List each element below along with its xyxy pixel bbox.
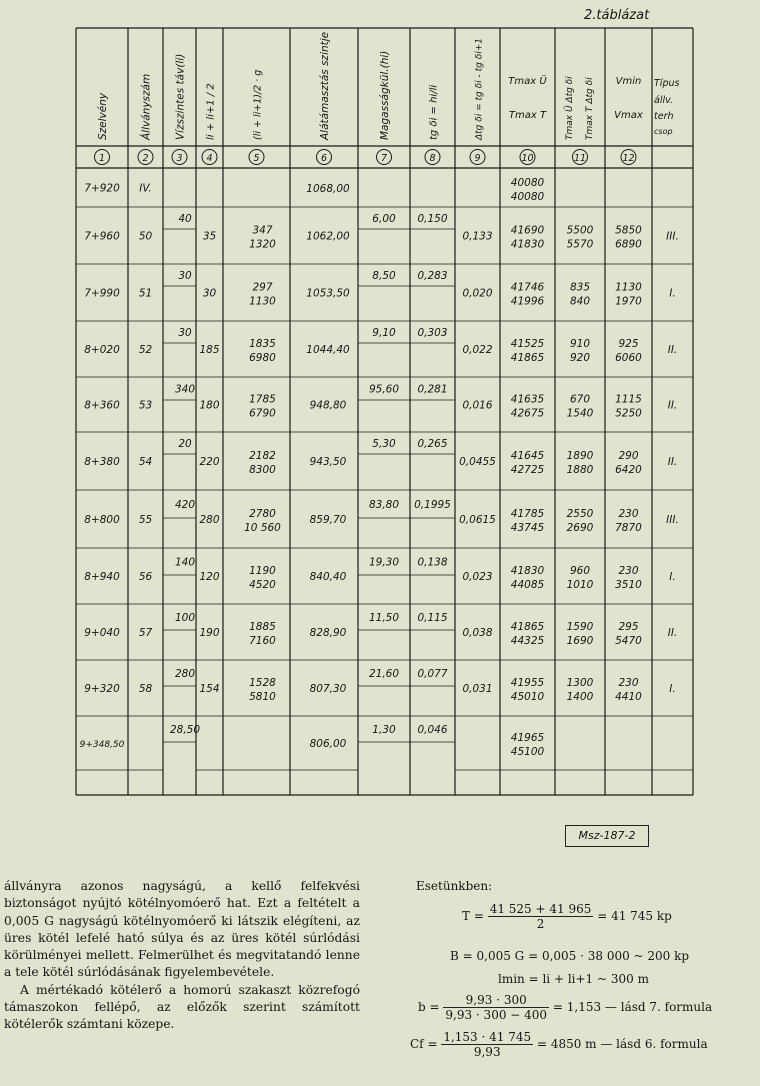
station-3-c11a: 910 [569, 338, 591, 350]
header-col-8: tg δi = hi/li [428, 84, 440, 140]
span-8-c3: 280 [174, 668, 196, 680]
station-1-allvany: 50 [138, 230, 153, 243]
header-col-12-bottom: Vmax [614, 110, 643, 121]
station-1-c5b: 1320 [249, 238, 276, 251]
station-4-c10b: 42675 [510, 407, 545, 420]
station-4-c5a: 1785 [249, 393, 276, 406]
span-5-c7: 83,80 [368, 499, 400, 511]
station-0-c10b: 40080 [510, 191, 545, 203]
span-5-c3: 420 [174, 499, 196, 511]
span-9-c7: 1,30 [372, 724, 396, 736]
station-3-allvany: 52 [138, 344, 153, 356]
span-4-c8: 0,265 [417, 438, 448, 450]
station-2-c10a: 41746 [510, 281, 545, 294]
formula-cf-numerator: 1,153 · 41 745 [443, 1030, 532, 1044]
span-9-c3: 28,50 [169, 724, 201, 736]
station-7-c12a: 230 [618, 565, 639, 577]
span-2-c3: 30 [178, 327, 192, 339]
station-5-c4: 220 [199, 456, 220, 468]
station-6-c10a: 41785 [510, 508, 545, 520]
header-col-11-a: Tmax Ü Δtg δi [565, 76, 575, 140]
station-9-c11a: 1300 [566, 677, 594, 689]
station-7-c12b: 3510 [615, 579, 642, 591]
station-8-c5a: 1885 [249, 621, 276, 633]
station-10-c6: 806,00 [309, 738, 347, 750]
station-8-c12a: 295 [618, 621, 639, 633]
station-2-c11a: 835 [569, 281, 591, 294]
header-col-13-l2: állv. [654, 95, 673, 106]
station-2-c6: 1053,50 [306, 287, 350, 300]
station-0-szelveny: 7+920 [84, 182, 120, 195]
header-col-7: Magasságkül.(hi) [379, 50, 391, 140]
station-4-c11b: 1540 [566, 407, 594, 420]
station-8-c10b: 44325 [510, 635, 545, 647]
station-8-c9: 0,038 [462, 627, 493, 639]
station-2-allvany: 51 [138, 287, 153, 300]
col-number-9: 9 [474, 152, 481, 164]
span-4-c7: 5,30 [372, 438, 396, 450]
station-5-allvany: 54 [138, 456, 153, 468]
station-7-c5a: 1190 [249, 565, 276, 577]
station-8-c11a: 1590 [566, 621, 594, 633]
station-8-c12b: 5470 [615, 635, 642, 647]
formula-lmin: lmin = li + li+1 ~ 300 m [498, 972, 649, 986]
station-2-c11b: 840 [569, 295, 591, 308]
station-0-c10a: 40080 [510, 177, 545, 189]
formula-b-rhs: = 1,153 — lásd 7. formula [552, 1000, 713, 1014]
station-6-c10b: 43745 [510, 522, 545, 534]
station-1-c9: 0,133 [462, 230, 493, 243]
span-7-c3: 100 [174, 612, 196, 624]
col-number-11: 11 [573, 152, 587, 164]
station-7-c5b: 4520 [249, 579, 276, 591]
station-5-c12b: 6420 [615, 464, 642, 476]
station-2-c9: 0,020 [462, 287, 493, 300]
header-col-2: Állványszám [140, 73, 153, 140]
station-1-c4: 35 [202, 230, 217, 243]
col-number-6: 6 [320, 152, 328, 164]
station-6-c11a: 2550 [566, 508, 594, 520]
header-col-13-l3: terh [654, 111, 674, 122]
station-7-allvany: 56 [138, 571, 153, 583]
formula-b-denominator: 9,93 · 300 − 400 [445, 1008, 548, 1022]
span-3-c7: 95,60 [368, 383, 400, 396]
station-4-c9: 0,016 [462, 399, 493, 412]
station-5-c5b: 8300 [249, 464, 276, 476]
span-3-c3: 340 [174, 383, 196, 396]
formula-cf-lhs: Cf = [410, 1037, 438, 1051]
formula-t-denominator: 2 [536, 917, 545, 931]
station-3-c5b: 6980 [249, 352, 276, 364]
station-6-c5b: 10 560 [244, 522, 281, 534]
station-3-c10b: 41865 [510, 352, 545, 364]
station-8-szelveny: 9+040 [84, 627, 120, 639]
header-col-6: Alátámasztás szintje [319, 31, 331, 140]
span-8-c8: 0,077 [417, 668, 448, 680]
col-number-1: 1 [98, 152, 106, 164]
station-6-allvany: 55 [138, 514, 153, 526]
station-8-c6: 828,90 [309, 627, 347, 639]
station-1-c10b: 41830 [510, 238, 545, 251]
station-4-c13: II. [667, 399, 678, 412]
span-9-c8: 0,046 [417, 724, 448, 736]
station-1-c11a: 5500 [566, 224, 594, 237]
col-number-2: 2 [142, 152, 149, 164]
span-6-c8: 0,138 [417, 556, 448, 569]
station-4-c4: 180 [199, 399, 220, 412]
header-col-1: Szelvény [97, 92, 109, 140]
station-4-c12a: 1115 [615, 393, 642, 406]
formula-b-force: B = 0,005 G = 0,005 · 38 000 ~ 200 kp [450, 949, 690, 963]
station-3-c6: 1044,40 [306, 344, 350, 356]
formula-t-lhs: T = [462, 909, 484, 923]
station-3-c13: II. [667, 344, 678, 356]
station-9-c12b: 4410 [615, 691, 642, 703]
formula-cf [410, 1030, 708, 1059]
header-col-9: Δtg δi = tg δi - tg δi+1 [474, 38, 485, 140]
station-1-c13: III. [666, 230, 679, 243]
col-number-12: 12 [622, 152, 635, 164]
header-col-13-l1: Típus [654, 78, 680, 89]
station-7-c10b: 44085 [510, 579, 545, 591]
standard-stamp: Msz-187-2 [565, 825, 649, 847]
station-5-c10a: 41645 [510, 450, 545, 462]
header-col-12-top: Vmin [615, 76, 642, 87]
station-3-c12a: 925 [618, 338, 639, 350]
station-6-c9: 0,0615 [459, 514, 496, 526]
header-col-3: Vízszintes táv(li) [174, 53, 187, 140]
col-number-4: 4 [206, 152, 213, 164]
station-8-c10a: 41865 [510, 621, 545, 633]
col-number-10: 10 [521, 152, 534, 164]
formula-intro: Esetünkben: [416, 879, 493, 893]
span-0-c3: 40 [178, 213, 192, 225]
station-9-c13: I. [669, 683, 676, 695]
station-9-c9: 0,031 [462, 683, 493, 695]
left-column-text [4, 878, 360, 1034]
station-2-c13: I. [669, 287, 676, 300]
station-7-c11b: 1010 [566, 579, 594, 591]
formula-t-rhs: = 41 745 kp [597, 909, 672, 923]
station-4-c5b: 6790 [249, 407, 276, 420]
station-0-allvany: IV. [139, 182, 152, 195]
span-3-c8: 0,281 [417, 383, 448, 396]
station-5-c6: 943,50 [309, 456, 347, 468]
station-0-c6: 1068,00 [306, 183, 350, 195]
station-6-c5a: 2780 [249, 508, 276, 520]
station-3-c4: 185 [199, 344, 220, 356]
station-3-c11b: 920 [569, 352, 591, 364]
station-7-c4: 120 [199, 571, 220, 583]
station-2-szelveny: 7+990 [84, 287, 120, 300]
station-8-allvany: 57 [138, 627, 153, 639]
station-6-c4: 280 [199, 514, 220, 526]
station-5-c10b: 42725 [510, 464, 545, 476]
station-5-c12a: 290 [618, 450, 639, 462]
station-9-c4: 154 [199, 683, 220, 695]
header-col-5: (li + li+1)/2 · g [252, 69, 264, 140]
station-6-c13: III. [666, 514, 679, 526]
station-6-c11b: 2690 [566, 522, 594, 534]
span-0-c7: 6,00 [372, 213, 396, 225]
station-8-c4: 190 [199, 627, 220, 639]
station-3-c10a: 41525 [510, 338, 545, 350]
station-7-c13: I. [669, 571, 676, 583]
station-7-szelveny: 8+940 [84, 571, 120, 583]
span-1-c3: 30 [178, 270, 192, 282]
station-2-c5b: 1130 [249, 295, 276, 308]
station-8-c13: II. [667, 627, 678, 639]
station-2-c5a: 297 [252, 281, 273, 294]
station-9-c10b: 45010 [510, 691, 545, 703]
station-7-c6: 840,40 [309, 571, 347, 583]
station-9-c6: 807,30 [309, 683, 347, 695]
station-9-allvany: 58 [138, 683, 153, 695]
station-7-c9: 0,023 [462, 571, 493, 583]
station-4-c6: 948,80 [309, 399, 347, 412]
col-number-8: 8 [429, 152, 436, 164]
formula-b-numerator: 9,93 · 300 [443, 993, 549, 1008]
header-col-10-top: Tmax Ü [508, 76, 547, 87]
station-10-c10b: 45100 [510, 746, 545, 758]
span-6-c3: 140 [174, 556, 196, 569]
station-4-c11a: 670 [569, 393, 591, 406]
station-3-szelveny: 8+020 [84, 344, 120, 356]
station-8-c5b: 7160 [249, 635, 276, 647]
formula-b-lhs: b = [418, 1000, 440, 1014]
paragraph-1: állványra azonos nagyságú, a kellő felfekvési biztonságot nyújtó kötélnyomóerő hat. Ezt a feltételt a 0,005 G nagyságú kötélnyomóerő ki látszik elégíteni, az üres kötél lefelé ható súlya és az üres kötél súrlódási körülményei mellett. Felmerülhet és megvitatandó lenne a tele kötél súrlódásának figyelembevétele. [4, 879, 360, 980]
col-number-7: 7 [380, 152, 388, 164]
station-2-c12b: 1970 [615, 295, 642, 308]
station-1-szelveny: 7+960 [84, 230, 120, 243]
station-5-c11b: 1880 [566, 464, 594, 476]
header-col-10-bottom: Tmax T [508, 110, 547, 121]
station-1-c11b: 5570 [566, 238, 594, 251]
station-4-szelveny: 8+360 [84, 399, 120, 412]
span-7-c8: 0,115 [417, 612, 448, 624]
table-caption: 2.táblázat [584, 8, 650, 23]
station-5-c9: 0,0455 [459, 456, 496, 468]
station-2-c4: 30 [202, 287, 217, 300]
paragraph-2: A mértékadó kötélerő a homorú szakaszt közrefogó támaszokon fellépő, az előzők szerint számított kötélerők számtani közepe. [4, 982, 360, 1032]
station-9-c11b: 1400 [566, 691, 594, 703]
station-2-c12a: 1130 [615, 281, 642, 294]
station-6-szelveny: 8+800 [84, 514, 120, 526]
span-6-c7: 19,30 [368, 556, 400, 569]
formula-t [462, 902, 672, 931]
formula-b [418, 993, 712, 1022]
station-3-c12b: 6060 [615, 352, 642, 364]
station-5-c13: II. [667, 456, 678, 468]
span-0-c8: 0,150 [417, 213, 448, 225]
formula-cf-rhs: = 4850 m — lásd 6. formula [536, 1037, 708, 1051]
station-1-c10a: 41690 [510, 224, 545, 237]
header-col-4: li + li+1 / 2 [205, 83, 217, 140]
station-4-c12b: 5250 [615, 407, 642, 420]
station-7-c10a: 41830 [510, 565, 545, 577]
station-9-c5b: 5810 [249, 691, 276, 703]
station-10-c10a: 41965 [510, 732, 545, 744]
header-col-13-l4: csop [654, 127, 673, 136]
station-3-c5a: 1835 [249, 338, 276, 350]
station-5-szelveny: 8+380 [84, 456, 120, 468]
station-9-c5a: 1528 [249, 677, 276, 689]
span-1-c7: 8,50 [372, 270, 396, 282]
station-9-c12a: 230 [618, 677, 639, 689]
station-9-c10a: 41955 [510, 677, 545, 689]
station-8-c11b: 1690 [566, 635, 594, 647]
station-5-c11a: 1890 [566, 450, 594, 462]
span-8-c7: 21,60 [368, 668, 400, 680]
station-1-c12b: 6890 [615, 238, 642, 251]
span-5-c8: 0,1995 [414, 499, 451, 511]
station-4-c10a: 41635 [510, 393, 545, 406]
span-4-c3: 20 [178, 438, 192, 450]
station-6-c12b: 7870 [615, 522, 642, 534]
col-number-3: 3 [176, 152, 183, 164]
span-2-c7: 9,10 [372, 327, 396, 339]
span-1-c8: 0,283 [417, 270, 448, 282]
station-6-c6: 859,70 [309, 514, 347, 526]
station-7-c11a: 960 [569, 565, 591, 577]
span-2-c8: 0,303 [417, 327, 448, 339]
span-7-c7: 11,50 [368, 612, 400, 624]
formula-cf-denominator: 9,93 [473, 1045, 501, 1059]
station-9-szelveny: 9+320 [84, 683, 120, 695]
formula-t-numerator: 41 525 + 41 965 [489, 902, 592, 916]
station-1-c6: 1062,00 [306, 230, 350, 243]
station-6-c12a: 230 [618, 508, 639, 520]
station-10-szelveny: 9+348,50 [79, 740, 125, 750]
station-1-c12a: 5850 [615, 224, 642, 237]
station-4-allvany: 53 [138, 399, 153, 412]
station-3-c9: 0,022 [462, 344, 493, 356]
station-1-c5a: 347 [252, 224, 273, 237]
station-2-c10b: 41996 [510, 295, 545, 308]
header-col-11-b: Tmax T Δtg δi [585, 77, 595, 140]
col-number-5: 5 [253, 152, 260, 164]
station-5-c5a: 2182 [249, 450, 276, 462]
